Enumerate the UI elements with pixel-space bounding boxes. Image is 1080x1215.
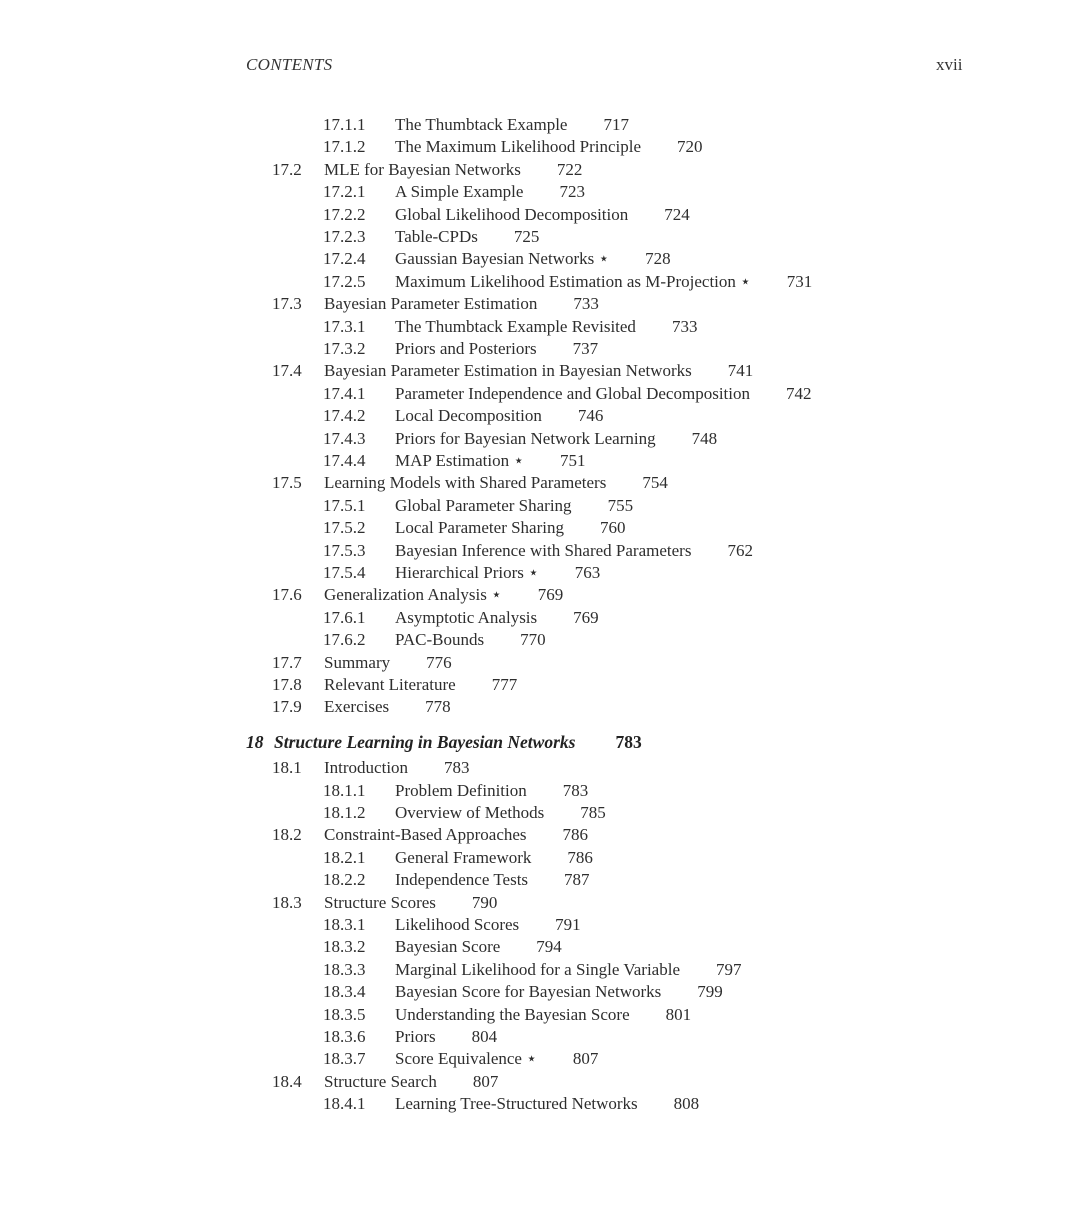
entry-title-line: [395, 405, 603, 427]
entry-page-number: 755: [607, 496, 634, 515]
entry-number: 17.2.1: [323, 182, 366, 201]
entry-page-number: 783: [562, 781, 589, 800]
entry-title: Exercises: [324, 697, 390, 716]
entry-title: Asymptotic Analysis: [395, 608, 538, 627]
entry-title-line: [324, 892, 497, 914]
entry-title-line: [395, 1026, 497, 1048]
entry-title-line: [395, 495, 633, 517]
entry-title-line: [395, 248, 671, 270]
entry-title: The Thumbtack Example: [395, 115, 568, 134]
entry-number: 17.9: [272, 697, 302, 716]
entry-title: Parameter Independence and Global Decomposition: [395, 384, 750, 403]
entry-title-line: [395, 383, 811, 405]
entry-title: Relevant Literature: [324, 675, 456, 694]
entry-number: 18.3.2: [323, 937, 366, 956]
entry-number: 17.4: [272, 361, 302, 380]
entry-title-line: [324, 584, 563, 606]
entry-title-line: [395, 914, 581, 936]
entry-page-number: 801: [665, 1005, 692, 1024]
entry-title: Gaussian Bayesian Networks ⋆: [395, 249, 610, 268]
entry-page-number: 777: [491, 675, 518, 694]
entry-number: 17.6: [272, 585, 302, 604]
entry-title: Constraint-Based Approaches: [324, 825, 527, 844]
entry-title-line: [395, 428, 717, 450]
entry-page-number: 786: [562, 825, 589, 844]
entry-title: Hierarchical Priors ⋆: [395, 563, 539, 582]
entry-number: 17.7: [272, 653, 302, 672]
entry-title: Global Likelihood Decomposition: [395, 205, 629, 224]
entry-title: Learning Models with Shared Parameters: [324, 473, 607, 492]
entry-number: 17.2.2: [323, 205, 366, 224]
entry-number: 17.2: [272, 160, 302, 179]
entry-page-number: 763: [574, 563, 601, 582]
entry-title: Bayesian Parameter Estimation in Bayesian Networks: [324, 361, 692, 380]
entry-number: 17.5.4: [323, 563, 366, 582]
entry-title: Likelihood Scores: [395, 915, 520, 934]
entry-page-number: 733: [671, 317, 698, 336]
entry-page-number: 783: [444, 758, 470, 777]
entry-title-line: [395, 114, 629, 136]
entry-page-number: 722: [556, 160, 583, 179]
entry-title: Bayesian Parameter Estimation: [324, 294, 538, 313]
entry-title: MAP Estimation ⋆: [395, 451, 525, 470]
entry-number: 17.4.4: [323, 451, 366, 470]
entry-page-number: 737: [572, 339, 599, 358]
entry-number: 17.5.3: [323, 541, 366, 560]
entry-title-line: [395, 271, 812, 293]
entry-number: 17.2.3: [323, 227, 366, 246]
entry-page-number: 760: [600, 518, 626, 537]
entry-number: 17.5.1: [323, 496, 366, 515]
entry-title: Priors: [395, 1027, 436, 1046]
entry-title-line: [324, 824, 588, 846]
entry-title: Priors for Bayesian Network Learning: [395, 429, 656, 448]
entry-page-number: 807: [572, 1049, 599, 1068]
entry-number: 18.3.6: [323, 1027, 366, 1046]
entry-number: 18.2: [272, 825, 302, 844]
entry-page-number: 731: [786, 272, 813, 291]
entry-title-line: [324, 696, 451, 718]
entry-title: MLE for Bayesian Networks: [324, 160, 521, 179]
entry-number: 18.1.2: [323, 803, 366, 822]
entry-page-number: 776: [426, 653, 452, 672]
entry-title-line: [324, 159, 582, 181]
entry-number: 18.4: [272, 1072, 302, 1091]
entry-title: Structure Learning in Bayesian Networks: [274, 732, 576, 752]
entry-title-line: [395, 629, 546, 651]
entry-title-line: [324, 360, 753, 382]
entry-page-number: 769: [573, 608, 599, 627]
entry-title: Structure Scores: [324, 893, 436, 912]
entry-page-number: 754: [642, 473, 668, 492]
entry-page-number: 783: [615, 732, 642, 752]
entry-title: The Thumbtack Example Revisited: [395, 317, 636, 336]
entry-page-number: 762: [727, 541, 753, 560]
entry-title-line: [395, 316, 697, 338]
entry-title-line: [324, 472, 668, 494]
entry-title: Understanding the Bayesian Score: [395, 1005, 630, 1024]
entry-title-line: [395, 1093, 699, 1115]
entry-number: 17.6.1: [323, 608, 366, 627]
entry-title-line: [395, 181, 585, 203]
entry-number: 17.4.2: [323, 406, 366, 425]
entry-page-number: 794: [536, 937, 562, 956]
page-number: xvii: [936, 55, 963, 74]
entry-number: 18.1.1: [323, 781, 366, 800]
entry-title-line: [395, 517, 626, 539]
entry-title: PAC-Bounds: [395, 630, 485, 649]
entry-number: 18.1: [272, 758, 302, 777]
entry-page-number: 790: [471, 893, 498, 912]
entry-title-line: [395, 780, 588, 802]
entry-page-number: 733: [573, 294, 599, 313]
entry-page-number: 770: [520, 630, 546, 649]
entry-number: 18.3: [272, 893, 302, 912]
entry-number: 18: [246, 732, 264, 752]
entry-title: Bayesian Inference with Shared Parameters: [395, 541, 692, 560]
entry-title: Problem Definition: [395, 781, 527, 800]
entry-page-number: 778: [425, 697, 451, 716]
entry-page-number: 723: [559, 182, 585, 201]
entry-title: Marginal Likelihood for a Single Variable: [395, 960, 680, 979]
entry-number: 17.3: [272, 294, 302, 313]
entry-title-line: [395, 847, 593, 869]
entry-title: A Simple Example: [395, 182, 524, 201]
entry-number: 18.3.5: [323, 1005, 366, 1024]
entry-title-line: [395, 607, 599, 629]
entry-number: 17.5.2: [323, 518, 366, 537]
entry-title: General Framework: [395, 848, 532, 867]
entry-page-number: 728: [645, 249, 671, 268]
entry-number: 18.4.1: [323, 1094, 366, 1113]
entry-title: The Maximum Likelihood Principle: [395, 137, 641, 156]
entry-title-line: [395, 1004, 691, 1026]
entry-number: 17.1.1: [323, 115, 366, 134]
entry-title-line: [324, 1071, 498, 1093]
entry-title-line: [395, 450, 586, 472]
entry-title-line: [395, 959, 742, 981]
entry-title: Summary: [324, 653, 391, 672]
entry-number: 18.3.4: [323, 982, 366, 1001]
entry-page-number: 748: [691, 429, 718, 448]
entry-page-number: 786: [567, 848, 593, 867]
entry-number: 18.2.2: [323, 870, 366, 889]
entry-page-number: 742: [785, 384, 812, 403]
entry-title: Table-CPDs: [395, 227, 478, 246]
entry-title: Learning Tree-Structured Networks: [395, 1094, 638, 1113]
entry-page-number: 797: [716, 960, 742, 979]
entry-number: 18.3.1: [323, 915, 366, 934]
entry-number: 17.6.2: [323, 630, 366, 649]
entry-title-line: [324, 293, 599, 315]
entry-title: Local Decomposition: [395, 406, 542, 425]
entry-page-number: 741: [727, 361, 754, 380]
entry-title: Independence Tests: [395, 870, 529, 889]
entry-title: Structure Search: [324, 1072, 437, 1091]
entry-title-line: [395, 869, 590, 891]
entry-title-line: [324, 757, 470, 779]
entry-number: 17.2.5: [323, 272, 366, 291]
entry-title: Bayesian Score for Bayesian Networks: [395, 982, 662, 1001]
entry-title: Generalization Analysis ⋆: [324, 585, 502, 604]
entry-title: Priors and Posteriors: [395, 339, 537, 358]
entry-title-line: [395, 338, 598, 360]
entry-page-number: 746: [577, 406, 604, 425]
entry-page-number: 785: [580, 803, 606, 822]
entry-page-number: 751: [560, 451, 586, 470]
entry-number: 17.5: [272, 473, 302, 492]
entry-number: 18.3.7: [323, 1049, 366, 1068]
entry-number: 18.3.3: [323, 960, 366, 979]
entry-page-number: 724: [664, 205, 690, 224]
entry-title-line: [395, 1048, 598, 1070]
entry-title-line: [324, 652, 452, 674]
entry-page-number: 787: [564, 870, 590, 889]
entry-number: 17.8: [272, 675, 302, 694]
entry-page-number: 808: [673, 1094, 700, 1113]
entry-page-number: 725: [513, 227, 540, 246]
entry-title-line: [395, 981, 723, 1003]
running-head: CONTENTS: [246, 55, 333, 74]
entry-title: Local Parameter Sharing: [395, 518, 564, 537]
entry-page-number: 799: [697, 982, 723, 1001]
entry-title-line: [395, 936, 562, 958]
entry-title-line: [395, 204, 690, 226]
entry-title: Score Equivalence ⋆: [395, 1049, 537, 1068]
entry-title-line: [395, 226, 539, 248]
entry-number: 17.3.1: [323, 317, 366, 336]
entry-title: Overview of Methods: [395, 803, 545, 822]
entry-page-number: 804: [471, 1027, 498, 1046]
entry-page-number: 717: [603, 115, 629, 134]
entry-number: 17.2.4: [323, 249, 366, 268]
entry-number: 17.1.2: [323, 137, 366, 156]
entry-title: Bayesian Score: [395, 937, 501, 956]
entry-page-number: 807: [472, 1072, 499, 1091]
entry-number: 18.2.1: [323, 848, 366, 867]
entry-title-line: [324, 674, 517, 696]
entry-page-number: 720: [677, 137, 703, 156]
entry-number: 17.3.2: [323, 339, 366, 358]
entry-title: Introduction: [324, 758, 409, 777]
entry-title-line: [395, 802, 606, 824]
entry-number: 17.4.1: [323, 384, 366, 403]
entry-page-number: 791: [555, 915, 581, 934]
entry-title-line: [274, 731, 642, 753]
entry-title-line: [395, 540, 753, 562]
entry-page-number: 769: [537, 585, 564, 604]
entry-number: 17.4.3: [323, 429, 366, 448]
entry-title-line: [395, 562, 600, 584]
entry-title: Maximum Likelihood Estimation as M-Projection ⋆: [395, 272, 751, 291]
entry-title-line: [395, 136, 703, 158]
entry-title: Global Parameter Sharing: [395, 496, 572, 515]
